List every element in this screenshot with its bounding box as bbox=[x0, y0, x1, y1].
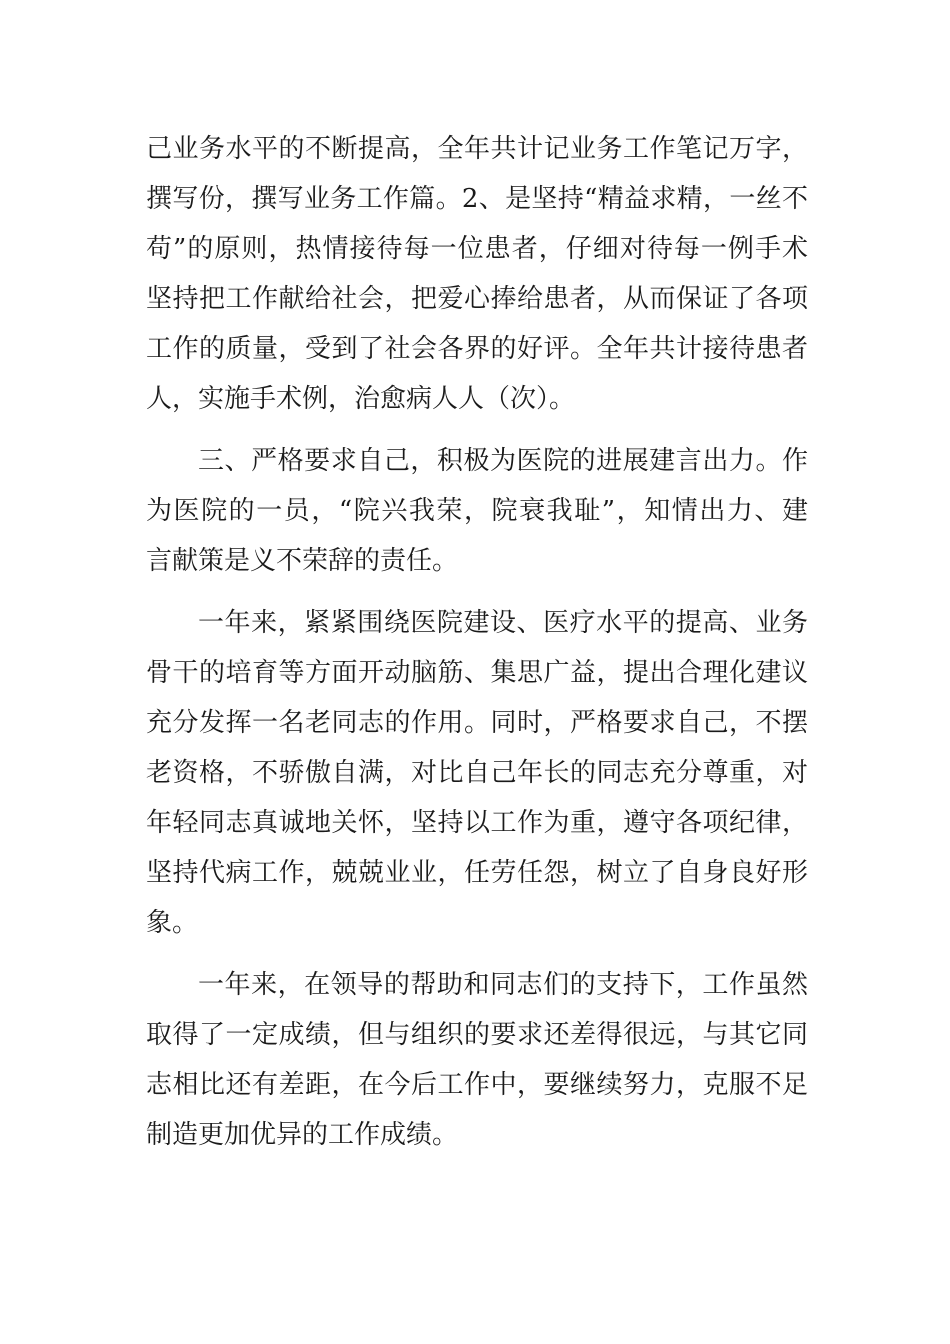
paragraph-2 bbox=[146, 436, 808, 586]
text-line: 坚持把工作献给社会，把爱心捧给患者，从而保证了各项 bbox=[146, 284, 808, 314]
text-line: 三、严格要求自己，积极为医院的进展建言出力。作 bbox=[198, 446, 808, 476]
paragraph-4 bbox=[146, 960, 808, 1160]
text-line: 充分发挥一名老同志的作用。同时，严格要求自己，不摆 bbox=[146, 708, 808, 738]
text-line: 人，实施手术例，治愈病人人（次）。 bbox=[146, 384, 576, 414]
text-line: 一年来，在领导的帮助和同志们的支持下，工作虽然 bbox=[198, 970, 808, 1000]
text-line: 为医院的一员，“院兴我荣，院衰我耻”，知情出力、建 bbox=[146, 496, 808, 526]
text-line: 年轻同志真诚地关怀，坚持以工作为重，遵守各项纪律， bbox=[146, 808, 808, 838]
body-text bbox=[146, 124, 808, 1160]
text-line: 老资格，不骄傲自满，对比自己年长的同志充分尊重，对 bbox=[146, 758, 808, 788]
text-line: 坚持代病工作，兢兢业业，任劳任怨，树立了自身良好形 bbox=[146, 858, 808, 888]
text-line: 撰写份，撰写业务工作篇。2、是坚持“精益求精，一丝不 bbox=[146, 184, 808, 214]
text-line: 取得了一定成绩，但与组织的要求还差得很远，与其它同 bbox=[146, 1020, 808, 1050]
text-line: 制造更加优异的工作成绩。 bbox=[146, 1120, 459, 1150]
text-line: 象。 bbox=[146, 908, 199, 938]
paragraph-1 bbox=[146, 124, 808, 424]
paragraph-3 bbox=[146, 598, 808, 948]
text-line: 志相比还有差距，在今后工作中，要继续努力，克服不足 bbox=[146, 1070, 808, 1100]
text-line: 言献策是义不荣辞的责任。 bbox=[146, 546, 459, 576]
text-line: 苟”的原则，热情接待每一位患者，仔细对待每一例手术 bbox=[146, 234, 808, 264]
text-line: 骨干的培育等方面开动脑筋、集思广益，提出合理化建议 bbox=[146, 658, 808, 688]
text-line: 一年来，紧紧围绕医院建设、医疗水平的提高、业务 bbox=[198, 608, 808, 638]
text-line: 己业务水平的不断提高，全年共计记业务工作笔记万字， bbox=[146, 134, 808, 164]
text-line: 工作的质量，受到了社会各界的好评。全年共计接待患者 bbox=[146, 334, 808, 364]
